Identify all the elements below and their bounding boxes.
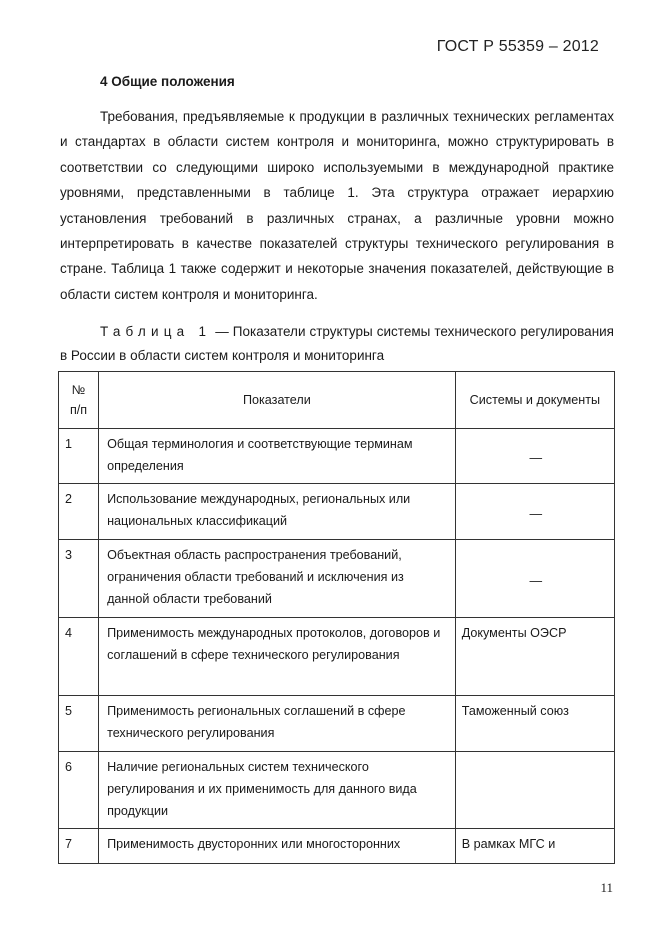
row-number: 5 [59, 696, 99, 752]
row-indicator: Наличие региональных систем технического регулирования и их применимость для данного вида продукции [99, 752, 456, 829]
section-paragraph [60, 104, 614, 307]
table-row [59, 829, 615, 864]
table-row [59, 429, 615, 484]
table-row [59, 618, 615, 696]
row-indicator: Применимость региональных соглашений в сфере технического регулирования [99, 696, 456, 752]
row-systems: Таможенный союз [455, 696, 614, 752]
row-number: 3 [59, 540, 99, 618]
document-standard-header: ГОСТ Р 55359 – 2012 [436, 38, 599, 55]
header-systems: Системы и документы [455, 372, 614, 429]
row-number: 7 [59, 829, 99, 864]
table-caption-label: Таблица 1 [100, 324, 212, 339]
indicators-table [58, 371, 615, 864]
row-number: 1 [59, 429, 99, 484]
row-systems: Документы ОЭСР [455, 618, 614, 696]
header-indicator: Показатели [99, 372, 456, 429]
header-num: № п/п [59, 372, 99, 429]
row-number: 6 [59, 752, 99, 829]
section-title: 4 Общие положения [100, 74, 235, 89]
table-row [59, 540, 615, 618]
row-indicator: Использование международных, региональных или национальных классификаций [99, 484, 456, 540]
row-number: 2 [59, 484, 99, 540]
table-caption-text: — Показатели структуры системы технического регулирования в России в области систем контроля и мониторинга [60, 324, 614, 363]
row-systems: В рамках МГС и [455, 829, 614, 864]
page-number: 11 [600, 880, 613, 895]
row-indicator: Применимость двусторонних или многосторонних [99, 829, 456, 864]
row-systems: — [455, 540, 614, 618]
table-header-row [59, 372, 615, 429]
row-indicator: Применимость международных протоколов, договоров и соглашений в сфере технического регулирования [99, 618, 456, 696]
table-row [59, 696, 615, 752]
row-systems: — [455, 484, 614, 540]
row-number: 4 [59, 618, 99, 696]
table-row [59, 752, 615, 829]
table-caption [60, 320, 614, 368]
row-systems [455, 752, 614, 829]
row-indicator: Общая терминология и соответствующие терминам определения [99, 429, 456, 484]
row-indicator: Объектная область распространения требований, ограничения области требований и исключения из данной области требований [99, 540, 456, 618]
table-row [59, 484, 615, 540]
paragraph-text: Требования, предъявляемые к продукции в различных технических регламентах и стандартах в области систем контроля и мониторинга, можно структурировать в соответствии со следующими широко используемыми в международной практике уровнями, представленными в таблице 1. Эта структура отражает иерархию установления требований в различных странах, а различные уровни можно интерпретировать в качестве показателей структуры технического регулирования в стране. Таблица 1 также содержит и некоторые значения показателей, действующие в области систем контроля и мониторинга. [60, 109, 614, 302]
row-systems: — [455, 429, 614, 484]
